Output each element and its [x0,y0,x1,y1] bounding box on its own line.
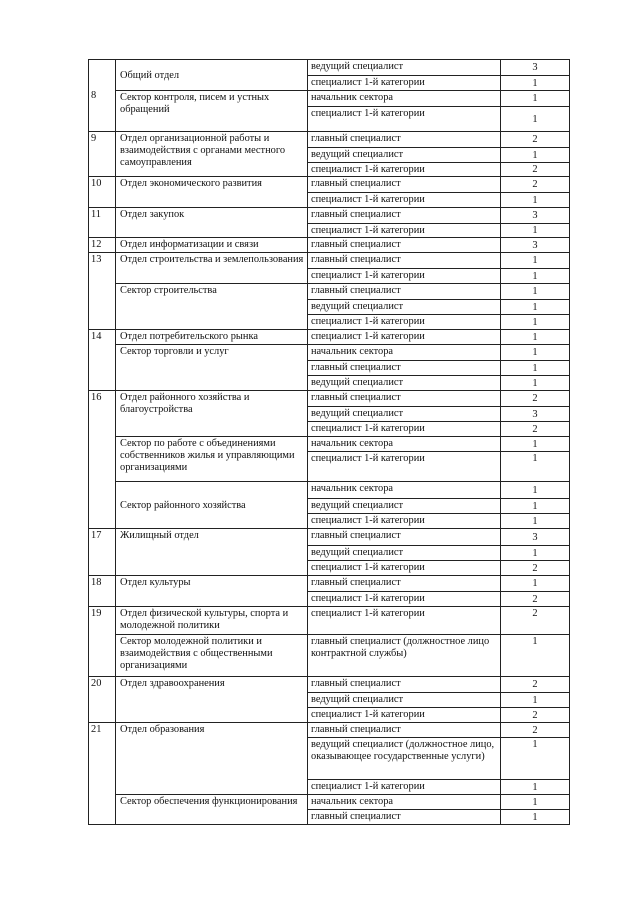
quantity: 1 [501,738,570,780]
department-name: Сектор строительства [116,284,308,330]
position: специалист 1-й категории [308,561,501,576]
quantity: 3 [501,407,570,422]
position: начальник сектора [308,437,501,452]
department-name: Сектор торговли и услуг [116,345,308,391]
quantity: 1 [501,224,570,238]
position: главный специалист [308,723,501,738]
position: специалист 1-й категории [308,163,501,177]
quantity: 1 [501,635,570,677]
position: главный специалист (должностное лицо контрактной службы) [308,635,501,677]
row-number: 18 [89,576,116,607]
position: специалист 1-й категории [308,107,501,132]
quantity: 2 [501,677,570,693]
quantity: 1 [501,345,570,361]
quantity: 2 [501,177,570,193]
department-name: Сектор по работе с объединениями собственников жилья и управляющими организациями [116,437,308,482]
quantity: 2 [501,163,570,177]
position: главный специалист [308,576,501,592]
position: главный специалист [308,529,501,546]
department-name: Отдел организационной работы и взаимодействия с органами местного самоуправления [116,132,308,177]
row-number: 12 [89,238,116,253]
position: главный специалист [308,810,501,825]
position: главный специалист [308,677,501,693]
department-name: Отдел закупок [116,208,308,238]
position: ведущий специалист [308,499,501,514]
position: главный специалист [308,208,501,224]
quantity: 2 [501,561,570,576]
quantity: 1 [501,780,570,795]
position: специалист 1-й категории [308,315,501,330]
department-name: Сектор обеспечения функционирования [116,795,308,825]
quantity: 1 [501,361,570,376]
quantity: 1 [501,376,570,391]
department-name: Отдел физической культуры, спорта и молодежной политики [116,607,308,635]
position: специалист 1-й категории [308,452,501,482]
position: начальник сектора [308,345,501,361]
position: главный специалист [308,132,501,148]
staff-table-page [88,59,569,825]
position: начальник сектора [308,795,501,810]
row-number: 20 [89,677,116,723]
department-name: Сектор молодежной политики и взаимодействия с общественными организациями [116,635,308,677]
position: специалист 1-й категории [308,330,501,345]
department-name: Отдел районного хозяйства и благоустройства [116,391,308,437]
position: ведущий специалист [308,60,501,76]
department-name: Отдел здравоохранения [116,677,308,723]
position: главный специалист [308,391,501,407]
quantity: 2 [501,132,570,148]
position: главный специалист [308,238,501,253]
row-number: 10 [89,177,116,208]
quantity: 1 [501,193,570,208]
quantity: 3 [501,208,570,224]
position: ведущий специалист [308,148,501,163]
position: ведущий специалист [308,693,501,708]
quantity: 2 [501,723,570,738]
row-number: 8 [89,60,116,132]
quantity: 1 [501,546,570,561]
quantity: 1 [501,482,570,499]
position: специалист 1-й категории [308,708,501,723]
quantity: 1 [501,693,570,708]
department-name: Отдел образования [116,723,308,795]
position: специалист 1-й категории [308,76,501,91]
quantity: 1 [501,107,570,132]
quantity: 1 [501,795,570,810]
quantity: 2 [501,592,570,607]
quantity: 1 [501,437,570,452]
quantity: 1 [501,810,570,825]
quantity: 1 [501,300,570,315]
department-name: Отдел информатизации и связи [116,238,308,253]
quantity: 1 [501,91,570,107]
staff-table [88,59,570,825]
department-name: Отдел экономического развития [116,177,308,208]
department-name: Отдел потребительского рынка [116,330,308,345]
position: главный специалист [308,253,501,269]
quantity: 3 [501,60,570,76]
row-number: 13 [89,253,116,330]
position: специалист 1-й категории [308,607,501,635]
quantity: 2 [501,708,570,723]
row-number: 19 [89,607,116,677]
quantity: 3 [501,529,570,546]
department-name: Жилищный отдел [116,529,308,576]
position: специалист 1-й категории [308,780,501,795]
quantity: 1 [501,452,570,482]
position: специалист 1-й категории [308,193,501,208]
position: специалист 1-й категории [308,592,501,607]
position: главный специалист [308,361,501,376]
row-number: 17 [89,529,116,576]
position: ведущий специалист [308,376,501,391]
quantity: 1 [501,269,570,284]
row-number: 14 [89,330,116,391]
position: специалист 1-й категории [308,514,501,529]
department-name: Сектор районного хозяйства [116,482,308,529]
position: главный специалист [308,177,501,193]
quantity: 2 [501,391,570,407]
position: ведущий специалист [308,300,501,315]
row-number: 9 [89,132,116,177]
position: главный специалист [308,284,501,300]
quantity: 1 [501,514,570,529]
row-number: 16 [89,391,116,529]
quantity: 3 [501,238,570,253]
position: ведущий специалист [308,407,501,422]
department-name: Отдел строительства и землепользования [116,253,308,284]
position: ведущий специалист (должностное лицо, оказывающее государственные услуги) [308,738,501,780]
position: ведущий специалист [308,546,501,561]
position: начальник сектора [308,482,501,499]
quantity: 1 [501,330,570,345]
quantity: 2 [501,607,570,635]
quantity: 1 [501,76,570,91]
quantity: 1 [501,499,570,514]
department-name: Сектор контроля, писем и устных обращений [116,91,308,132]
quantity: 1 [501,148,570,163]
quantity: 1 [501,284,570,300]
department-name: Общий отдел [116,60,308,91]
quantity: 1 [501,315,570,330]
quantity: 1 [501,576,570,592]
quantity: 2 [501,422,570,437]
row-number: 21 [89,723,116,825]
department-name: Отдел культуры [116,576,308,607]
position: специалист 1-й категории [308,269,501,284]
position: специалист 1-й категории [308,422,501,437]
position: начальник сектора [308,91,501,107]
position: специалист 1-й категории [308,224,501,238]
quantity: 1 [501,253,570,269]
row-number: 11 [89,208,116,238]
